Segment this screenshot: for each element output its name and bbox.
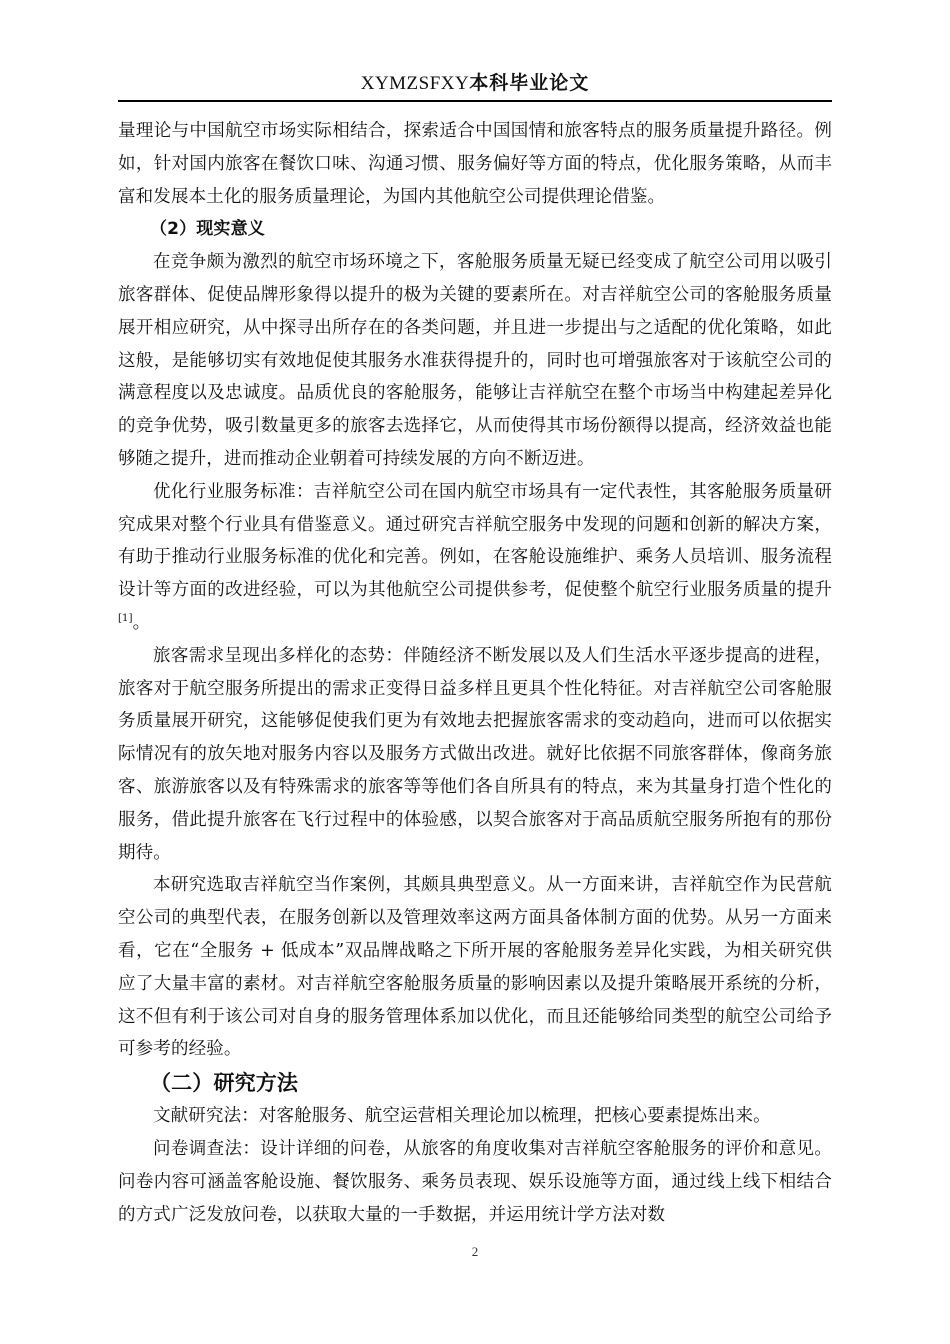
page-header [118,68,832,102]
section-heading-research-methods: （二）研究方法 [150,1071,299,1096]
citation-ref: [1] [118,613,133,625]
paragraph-case-selection: 本研究选取吉祥航空当作案例，其颇具典型意义。从一方面来讲，吉祥航空作为民营航空公司的典型代表，在服务创新以及管理效率这两方面具备体制方面的优势。从另一方面来看，它在“全服务 + 低成本”双品牌战略之下所开展的客舱服务差异化实践，为相关研究供应了大量丰富的素材。对吉祥航空客舱服务质量的影响因素以及提升策略展开系统的分析，这不但有利于该公司对自身的服务管理体系加以优化，而且还能够给同类型的航空公司给予可参考的经验。 [118,875,832,1060]
paragraph-market-competition: 在竞争颇为激烈的航空市场环境之下，客舱服务质量无疑已经变成了航空公司用以吸引旅客群体、促使品牌形象得以提升的极为关键的要素所在。对吉祥航空公司的客舱服务质量展开相应研究，从中探寻出所存在的各类问题，并且进一步提出与之适配的优化策略，如此这般，是能够切实有效地促使其服务水准获得提升的，同时也可增强旅客对于该航空公司的满意程度以及忠诚度。品质优良的客舱服务，能够让吉祥航空在整个市场当中构建起差异化的竞争优势，吸引数量更多的旅客去选择它，从而使得其市场份额得以提高，经济效益也能够随之提升，进而推动企业朝着可持续发展的方向不断迈进。 [118,252,832,469]
document-body [118,115,832,1231]
paragraph-theory-continuation: 量理论与中国航空市场实际相结合，探索适合中国国情和旅客特点的服务质量提升路径。例如，针对国内旅客在餐饮口味、沟通习惯、服务偏好等方面的特点，优化服务策略，从而丰富和发展本土化的服务质量理论，为国内其他航空公司提供理论借鉴。 [118,121,832,207]
paragraph-industry-standard-text: 优化行业服务标准：吉祥航空公司在国内航空市场具有一定代表性，其客舱服务质量研究成果对整个行业具有借鉴意义。通过研究吉祥航空服务中发现的问题和创新的解决方案，有助于推动行业服务标准的优化和完善。例如，在客舱设施维护、乘务人员培训、服务流程设计等方面的改进经验，可以为其他航空公司提供参考，促使整个航空行业服务质量的提升 [118,481,832,601]
page-number: 2 [471,1244,479,1259]
paragraph-literature-method: 文献研究法：对客舱服务、航空运营相关理论加以梳理，把核心要素提炼出来。 [153,1106,771,1127]
subheading-practical-significance: （2）现实意义 [150,219,265,240]
paragraph-industry-standard [118,476,832,640]
paragraph-survey-method: 问卷调查法：设计详细的问卷，从旅客的角度收集对吉祥航空客舱服务的评价和意见。问卷内容可涵盖客舱设施、餐饮服务、乘务员表现、娱乐设施等方面，通过线上线下相结合的方式广泛发放问卷，以获取大量的一手数据，并运用统计学方法对数 [118,1138,832,1225]
paragraph-passenger-demand: 旅客需求呈现出多样化的态势：伴随经济不断发展以及人们生活水平逐步提高的进程，旅客对于航空服务所提出的需求正变得日益多样且更具个性化特征。对吉祥航空公司客舱服务质量展开研究，这能够促使我们更为有效地去把握旅客需求的变动趋向，进而可以依据实际情况有的放矢地对服务内容以及服务方式做出改进。就好比依据不同旅客群体，像商务旅客、旅游旅客以及有特殊需求的旅客等等他们各自所具有的特点，来为其量身打造个性化的服务，借此提升旅客在飞行过程中的体验感，以契合旅客对于高品质航空服务所抱有的那份期待。 [118,645,832,863]
header-title: 本科毕业论文 [469,72,590,94]
paragraph-industry-standard-end: 。 [132,612,151,633]
header-code: XYMZSFXY [360,73,470,94]
